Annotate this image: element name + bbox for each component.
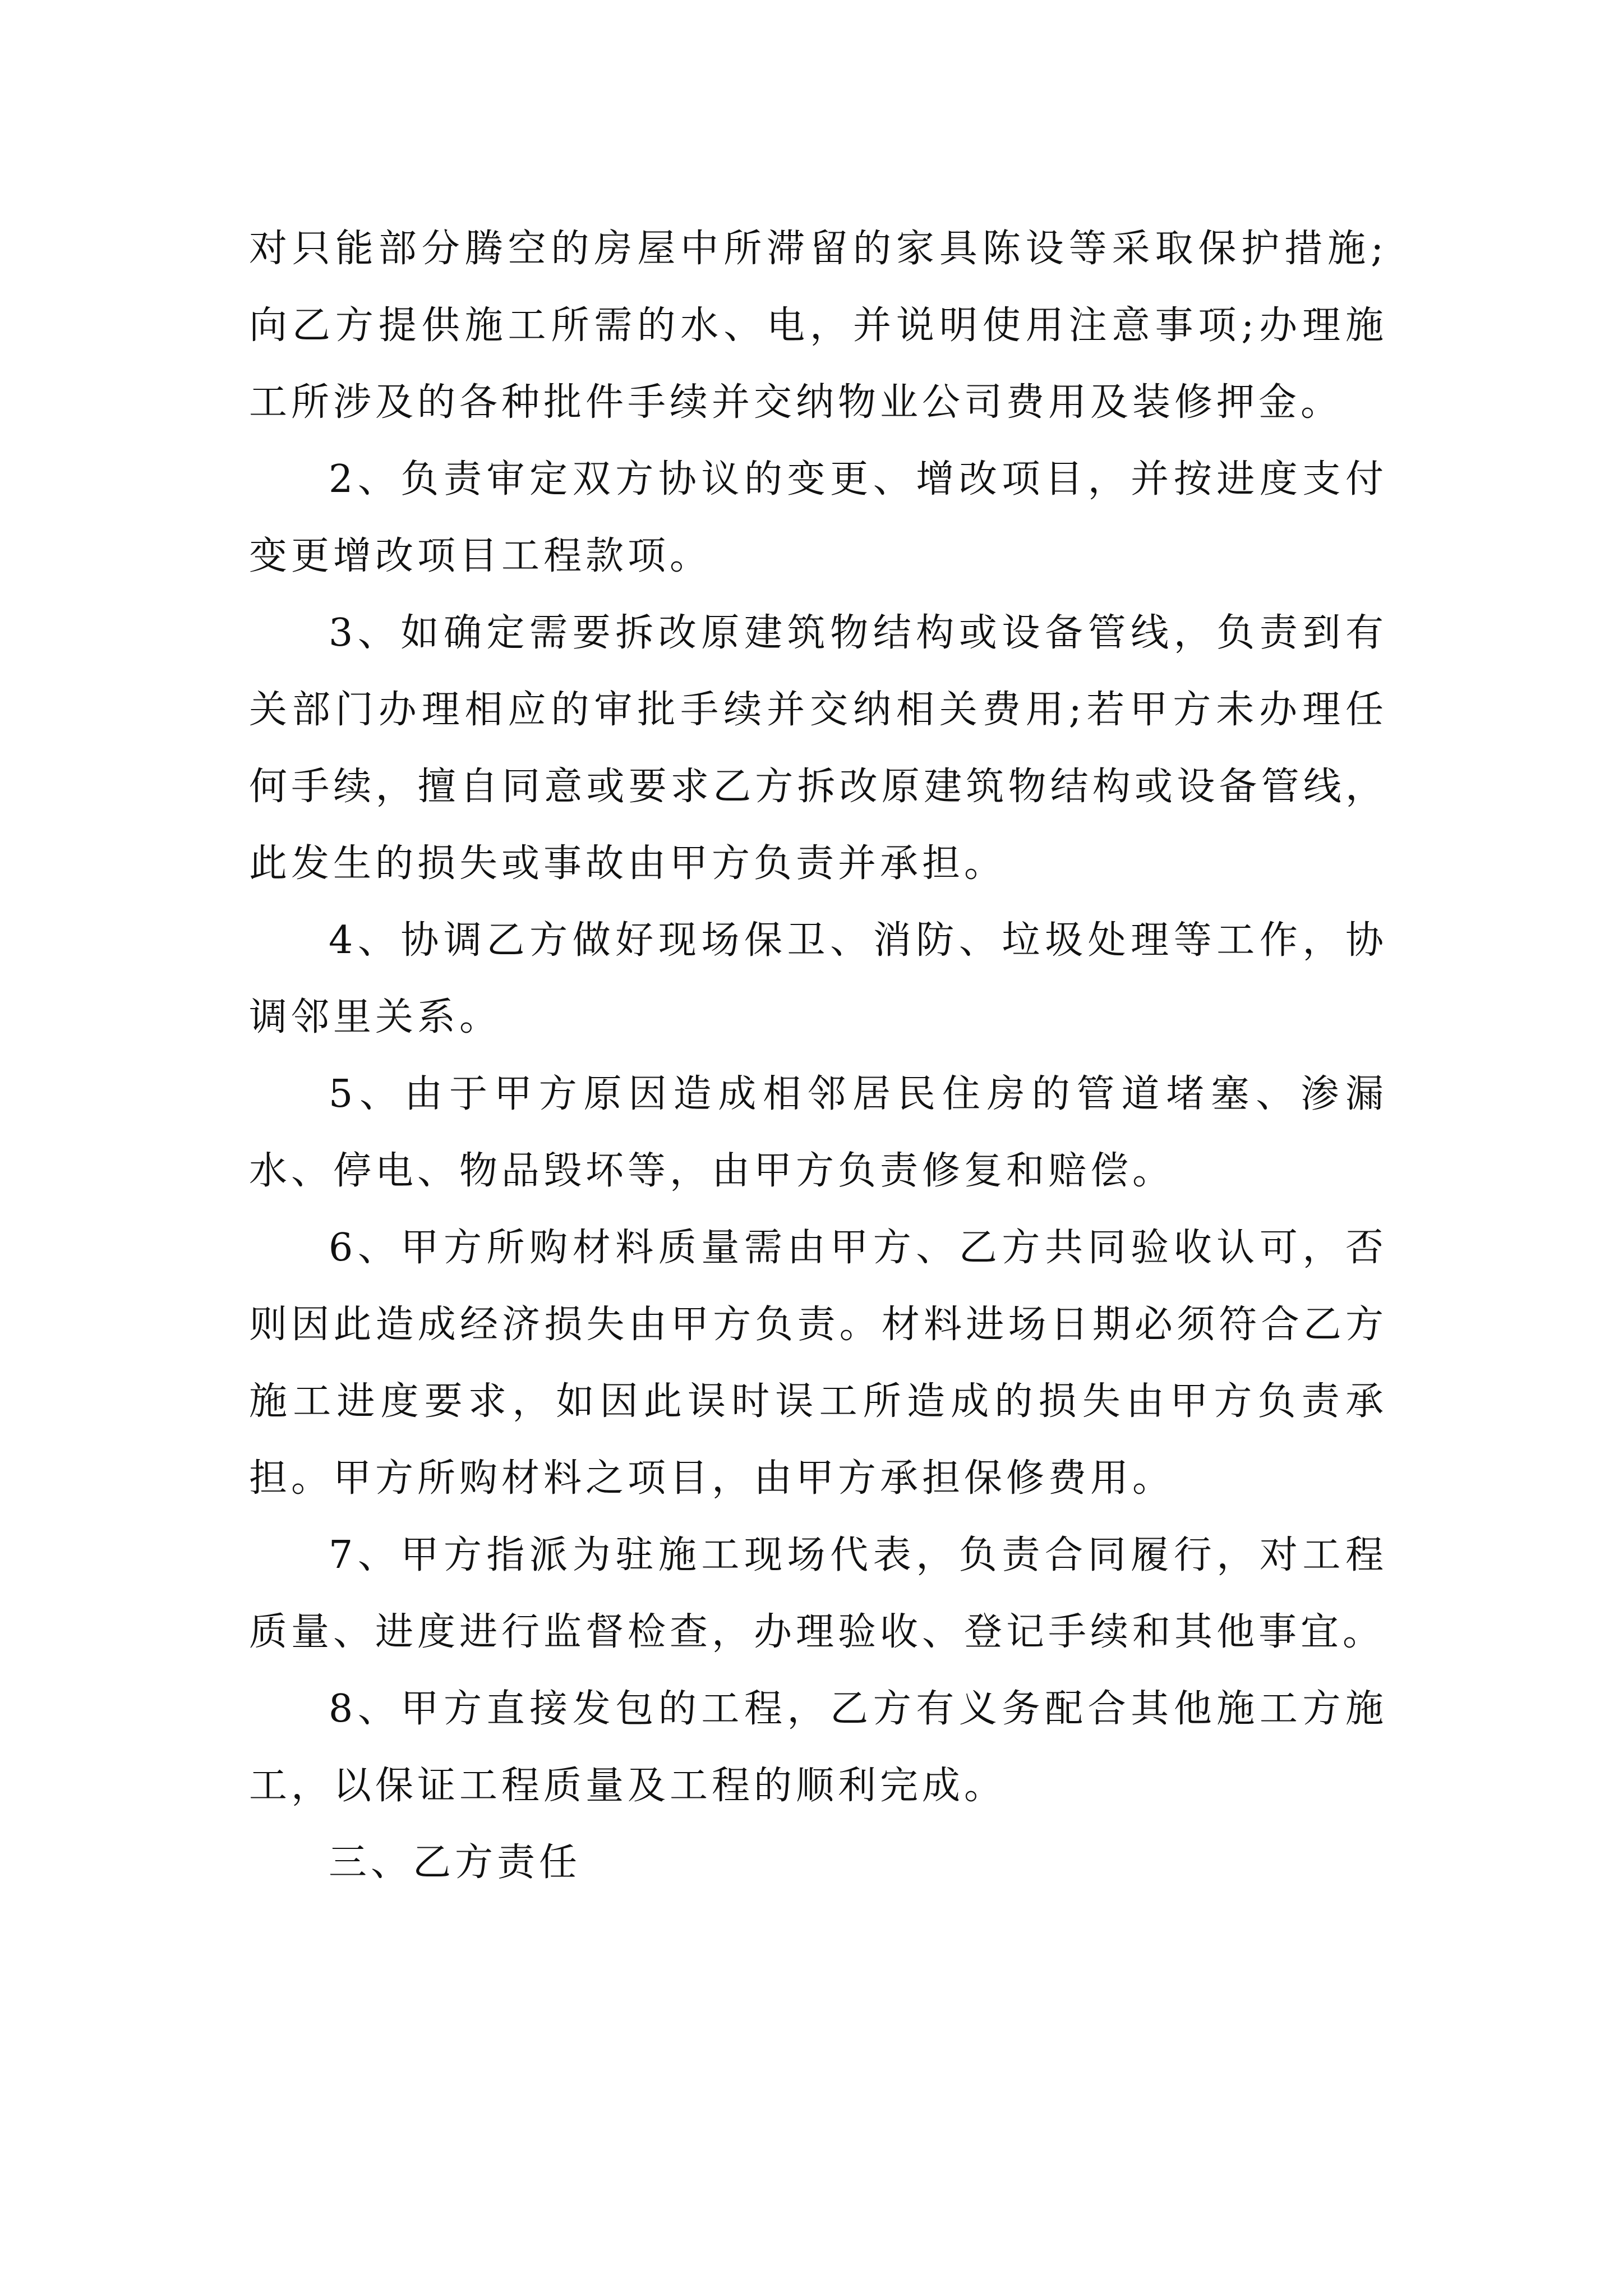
clause-8: 8、甲方直接发包的工程，乙方有义务配合其他施工方施工，以保证工程质量及工程的顺利完成。 — [249, 1687, 1387, 1808]
clause-2: 2、负责审定双方协议的变更、增改项目，并按进度支付变更增改项目工程款项。 — [249, 457, 1387, 578]
paragraph-continuation: 对只能部分腾空的房屋中所滞留的家具陈设等采取保护措施;向乙方提供施工所需的水、电，并说明使用注意事项;办理施工所涉及的各种批件手续并交纳物业公司费用及装修押金。 — [249, 227, 1387, 425]
clause-7: 7、甲方指派为驻施工现场代表，负责合同履行，对工程质量、进度进行监督检查，办理验收、登记手续和其他事宜。 — [249, 1533, 1387, 1654]
section-heading-party-b: 三、乙方责任 — [329, 1841, 582, 1885]
clause-4: 4、协调乙方做好现场保卫、消防、垃圾处理等工作，协调邻里关系。 — [249, 918, 1387, 1039]
document-body — [249, 210, 1387, 1901]
clause-6: 6、甲方所购材料质量需由甲方、乙方共同验收认可，否则因此造成经济损失由甲方负责。材料进场日期必须符合乙方施工进度要求，如因此误时误工所造成的损失由甲方负责承担。甲方所购材料之项目，由甲方承担保修费用。 — [249, 1226, 1387, 1501]
clause-5: 5、由于甲方原因造成相邻居民住房的管道堵塞、渗漏水、停电、物品毁坏等，由甲方负责修复和赔偿。 — [249, 1072, 1387, 1193]
clause-3: 3、如确定需要拆改原建筑物结构或设备管线，负责到有关部门办理相应的审批手续并交纳相关费用;若甲方未办理任何手续，擅自同意或要求乙方拆改原建筑物结构或设备管线，此发生的损失或事故由甲方负责并承担。 — [249, 611, 1387, 886]
